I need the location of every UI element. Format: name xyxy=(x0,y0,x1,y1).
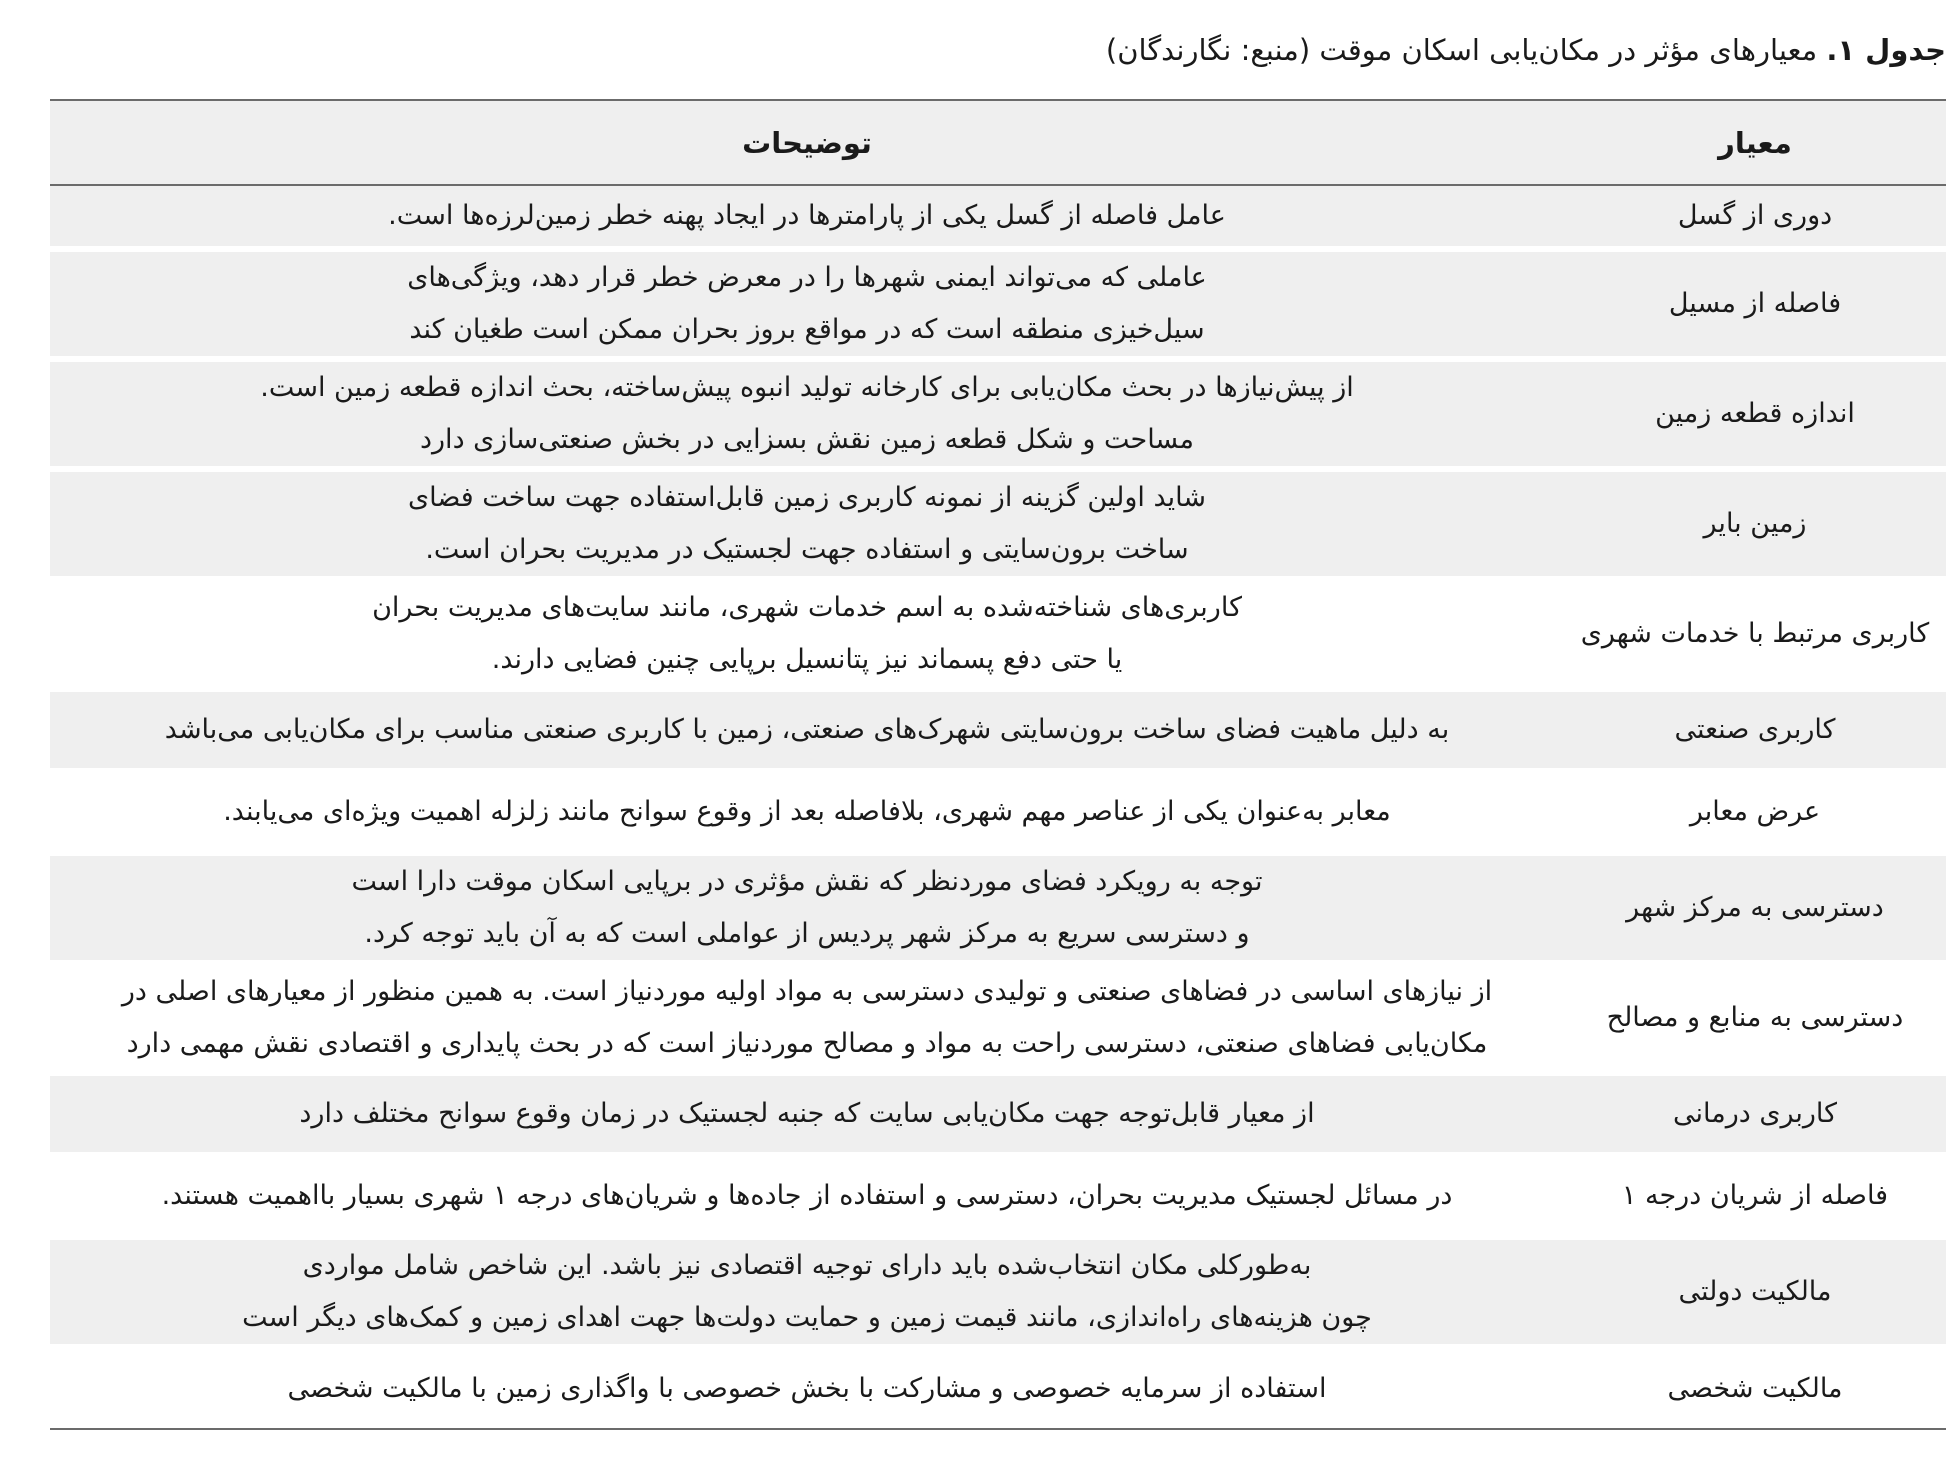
row-criterion: عرض معابر xyxy=(1689,796,1821,827)
row-criterion: اندازه قطعه زمین xyxy=(1655,398,1855,429)
row-description xyxy=(50,579,1564,689)
row-description xyxy=(50,1155,1564,1237)
criteria-table xyxy=(50,99,1946,1430)
description-line: مکان‌یابی فضاهای صنعتی، دسترسی راحت به مواد و مصالح موردنیاز است که در بحث پایداری و اقتصادی نقش مهمی دارد xyxy=(126,1028,1488,1059)
caption-label: جدول ۱. xyxy=(1826,33,1946,67)
row-description xyxy=(50,359,1564,469)
description-line: سیل‌خیزی منطقه است که در مواقع بروز بحران ممکن است طغیان کند xyxy=(409,314,1205,345)
row-description xyxy=(50,185,1564,249)
table-row xyxy=(50,359,1946,469)
row-criterion: کاربری مرتبط با خدمات شهری xyxy=(1580,618,1930,649)
description-line: در مسائل لجستیک مدیریت بحران، دسترسی و استفاده از جاده‌ها و شریان‌های درجه ۱ شهری بسیار بااهمیت هستند. xyxy=(161,1180,1453,1211)
description-line: عاملی که می‌تواند ایمنی شهرها را در معرض خطر قرار دهد، ویژگی‌های xyxy=(407,262,1207,293)
description-line: به‌طورکلی مکان انتخاب‌شده باید دارای توجیه اقتصادی نیز باشد. این شاخص شامل مواردی xyxy=(302,1250,1312,1281)
description-line: مساحت و شکل قطعه زمین نقش بسزایی در بخش صنعتی‌سازی دارد xyxy=(420,424,1194,455)
row-description xyxy=(50,853,1564,963)
row-criterion: فاصله از مسیل xyxy=(1668,288,1842,319)
description-line: شاید اولین گزینه از نمونه کاربری زمین قابل‌استفاده جهت ساخت فضای xyxy=(408,482,1206,513)
row-criterion: فاصله از شریان درجه ۱ xyxy=(1621,1180,1889,1211)
description-line: به دلیل ماهیت فضای ساخت برون‌سایتی شهرک‌های صنعتی، زمین با کاربری صنعتی مناسب برای مکان‌یابی می‌باشد xyxy=(164,714,1450,745)
row-description xyxy=(50,1073,1564,1155)
header-description: توضیحات xyxy=(742,125,872,160)
table-row xyxy=(50,1347,1946,1429)
row-description xyxy=(50,963,1564,1073)
row-description xyxy=(50,689,1564,771)
description-line: از معیار قابل‌توجه جهت مکان‌یابی سایت که جنبه لجستیک در زمان وقوع سوانح مختلف دارد xyxy=(299,1098,1315,1129)
description-line: عامل فاصله از گسل یکی از پارامترها در ایجاد پهنه خطر زمین‌لرزه‌ها است. xyxy=(388,200,1226,231)
header-criterion: معیار xyxy=(1718,125,1792,160)
row-description xyxy=(50,469,1564,579)
table-row xyxy=(50,689,1946,771)
row-description xyxy=(50,1347,1564,1429)
caption-text: معیارهای مؤثر در مکان‌یابی اسکان موقت (منبع: نگارندگان) xyxy=(1105,33,1818,67)
description-line: و دسترسی سریع به مرکز شهر پردیس از عواملی است که به آن باید توجه کرد. xyxy=(364,918,1250,949)
row-description xyxy=(50,1237,1564,1347)
table-row xyxy=(50,469,1946,579)
table-caption xyxy=(40,30,1946,70)
row-criterion: مالکیت دولتی xyxy=(1678,1276,1832,1307)
table-row xyxy=(50,1155,1946,1237)
row-criterion: زمین بایر xyxy=(1703,508,1807,539)
row-description xyxy=(50,249,1564,359)
table-row xyxy=(50,249,1946,359)
table-row xyxy=(50,185,1946,249)
row-criterion: دوری از گسل xyxy=(1677,200,1833,231)
table-row xyxy=(50,771,1946,853)
row-criterion: کاربری درمانی xyxy=(1672,1098,1838,1129)
description-line: ساخت برون‌سایتی و استفاده جهت لجستیک در مدیریت بحران است. xyxy=(425,534,1189,565)
table-row xyxy=(50,963,1946,1073)
table-row xyxy=(50,853,1946,963)
description-line: توجه به رویکرد فضای موردنظر که نقش مؤثری در برپایی اسکان موقت دارا است xyxy=(351,866,1263,897)
description-line: کاربری‌های شناخته‌شده به اسم خدمات شهری، مانند سایت‌های مدیریت بحران xyxy=(372,592,1242,623)
description-line: یا حتی دفع پسماند نیز پتانسیل برپایی چنین فضایی دارند. xyxy=(491,644,1123,675)
description-line: استفاده از سرمایه خصوصی و مشارکت با بخش خصوصی با واگذاری زمین با مالکیت شخصی xyxy=(287,1373,1327,1404)
row-criterion: دسترسی به مرکز شهر xyxy=(1626,892,1884,923)
row-description xyxy=(50,771,1564,853)
table-row xyxy=(50,579,1946,689)
table-row xyxy=(50,1073,1946,1155)
table-header-row xyxy=(50,100,1946,185)
description-line: از نیازهای اساسی در فضاهای صنعتی و تولیدی دسترسی به مواد اولیه موردنیاز است. به همین منظور از معیارهای اصلی در xyxy=(121,976,1493,1007)
table-row xyxy=(50,1237,1946,1347)
description-line: معابر به‌عنوان یکی از عناصر مهم شهری، بلافاصله بعد از وقوع سوانح مانند زلزله اهمیت ویژه‌ای می‌یابند. xyxy=(223,796,1391,827)
row-criterion: دسترسی به منابع و مصالح xyxy=(1606,1002,1904,1033)
description-line: چون هزینه‌های راه‌اندازی، مانند قیمت زمین و حمایت دولت‌ها جهت اهدای زمین و کمک‌های دیگر است xyxy=(242,1302,1372,1333)
row-criterion: مالکیت شخصی xyxy=(1667,1373,1843,1404)
row-criterion: کاربری صنعتی xyxy=(1674,714,1836,745)
description-line: از پیش‌نیازها در بحث مکان‌یابی برای کارخانه تولید انبوه پیش‌ساخته، بحث اندازه قطعه زمین است. xyxy=(260,372,1354,403)
